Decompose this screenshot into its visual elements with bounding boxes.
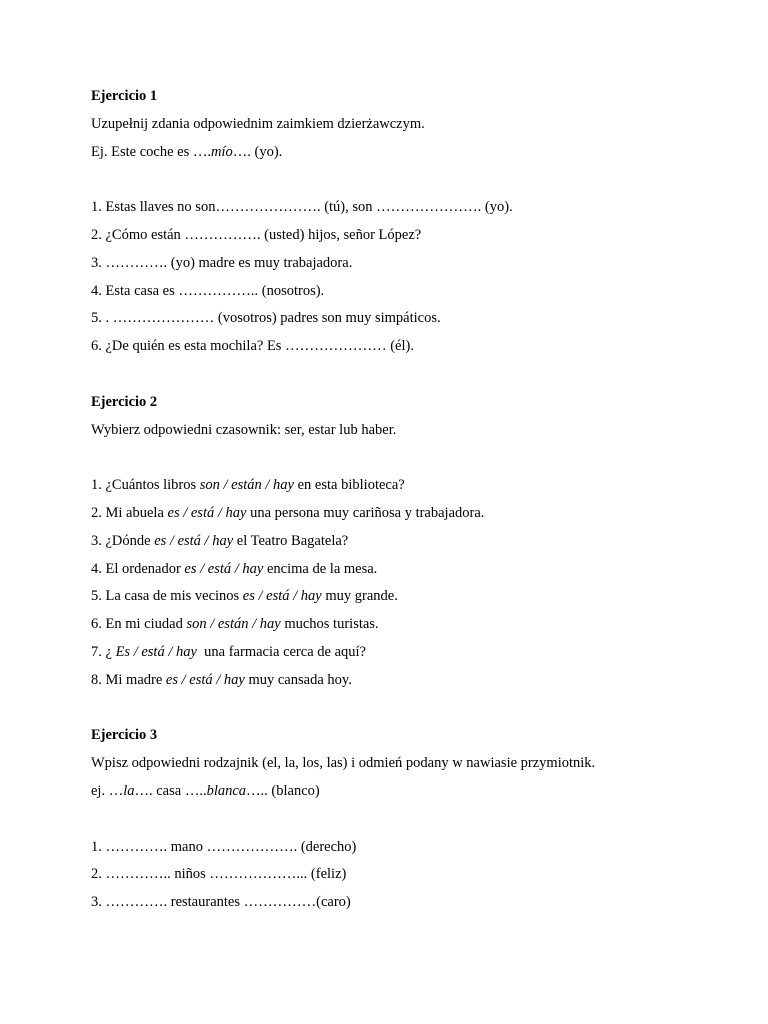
exercise-3-item: 2. ………….. niños ………………... (feliz) xyxy=(91,866,347,883)
spacer xyxy=(91,444,731,472)
verb-options: es / está / hay xyxy=(242,588,322,605)
exercise-2-item xyxy=(91,472,731,500)
exercise-2-instruction: Wybierz odpowiedni czasownik: ser, estar lub haber. xyxy=(91,421,397,438)
exercise-3-title: Ejercicio 3 xyxy=(91,727,158,744)
verb-options: es / está / hay xyxy=(167,504,247,521)
item-text: muchos turistas. xyxy=(280,616,379,633)
exercise-3-item: 1. …………. mano ………………. (derecho) xyxy=(91,838,357,855)
worksheet xyxy=(91,83,731,917)
exercise-1-item: 5. . ………………… (vosotros) padres son muy simpáticos. xyxy=(91,310,441,327)
example-text: ej. … xyxy=(91,782,124,799)
verb-options: son / están / hay xyxy=(186,616,281,633)
exercise-2-item xyxy=(91,639,731,667)
example-answer: la xyxy=(123,782,135,799)
item-text: muy cansada hoy. xyxy=(244,671,352,688)
exercise-1-item: 1. Estas llaves no son…………………. (tú), son …………………. (yo). xyxy=(91,199,513,216)
item-text: en esta biblioteca? xyxy=(294,477,405,494)
item-text: una farmacia cerca de aquí? xyxy=(196,643,366,660)
exercise-1-title: Ejercicio 1 xyxy=(91,88,158,104)
item-text: 6. En mi ciudad xyxy=(91,616,187,633)
spacer xyxy=(91,166,731,194)
exercise-1-instruction: Uzupełnij zdania odpowiednim zaimkiem dzierżawczym. xyxy=(91,115,425,132)
exercise-1-item: 4. Esta casa es …………….. (nosotros). xyxy=(91,282,325,299)
spacer xyxy=(91,361,731,389)
exercise-2-item xyxy=(91,611,731,639)
example-answer: mío xyxy=(211,143,233,160)
example-text: …. (yo). xyxy=(232,143,283,160)
exercise-2-item xyxy=(91,583,731,611)
exercise-2-title: Ejercicio 2 xyxy=(91,393,158,410)
exercise-3-instruction: Wpisz odpowiedni rodzajnik (el, la, los, las) i odmień podany w nawiasie przymiotnik. xyxy=(91,755,596,772)
item-text: una persona muy cariñosa y trabajadora. xyxy=(246,504,485,521)
spacer xyxy=(91,806,731,834)
item-text: el Teatro Bagatela? xyxy=(233,532,349,549)
exercise-1-item: 6. ¿De quién es esta mochila? Es ………………… (él). xyxy=(91,338,414,355)
verb-options: es / está / hay xyxy=(154,532,234,549)
item-text: 7. ¿ xyxy=(91,643,116,660)
example-answer: blanca xyxy=(206,782,247,799)
exercise-2-item xyxy=(91,500,731,528)
verb-options: son / están / hay xyxy=(199,477,294,494)
exercise-2-item xyxy=(91,556,731,584)
exercise-1-item: 3. …………. (yo) madre es muy trabajadora. xyxy=(91,254,353,271)
item-text: 1. ¿Cuántos libros xyxy=(91,477,200,494)
example-text: …. casa ….. xyxy=(134,782,207,799)
verb-options: es / está / hay xyxy=(165,671,245,688)
exercise-1-example xyxy=(91,139,731,167)
item-text: 3. ¿Dónde xyxy=(91,532,155,549)
verb-options: es / está / hay xyxy=(184,560,264,577)
example-text: ….. (blanco) xyxy=(246,782,320,799)
item-text: 5. La casa de mis vecinos xyxy=(91,588,243,605)
exercise-3-example xyxy=(91,778,731,806)
exercise-3-item: 3. …………. restaurantes ……………(caro) xyxy=(91,894,351,911)
verb-options: Es / está / hay xyxy=(115,643,197,660)
item-text: 4. El ordenador xyxy=(91,560,185,577)
example-text: Ej. Este coche es …. xyxy=(91,143,211,160)
exercise-2-item xyxy=(91,667,731,695)
exercise-2-item xyxy=(91,528,731,556)
item-text: 8. Mi madre xyxy=(91,671,166,688)
item-text: 2. Mi abuela xyxy=(91,504,168,521)
item-text: encima de la mesa. xyxy=(263,560,378,577)
exercise-1-item: 2. ¿Cómo están ……………. (usted) hijos, señor López? xyxy=(91,226,422,243)
item-text: muy grande. xyxy=(321,588,398,605)
spacer xyxy=(91,695,731,723)
